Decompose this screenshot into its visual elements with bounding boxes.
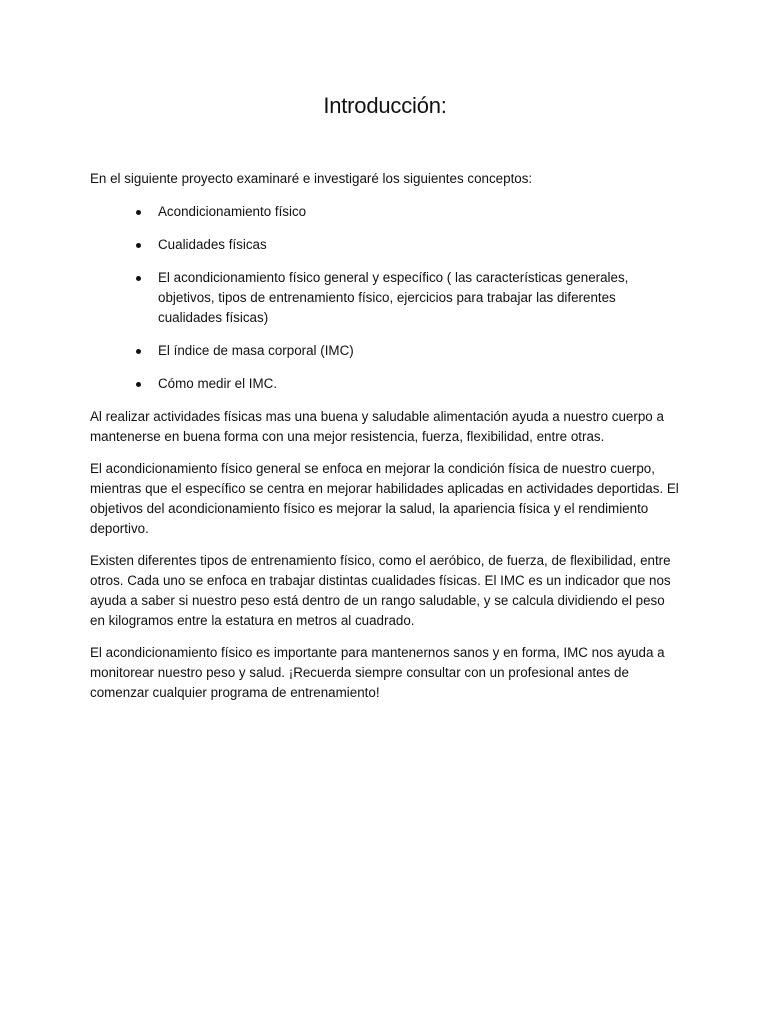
body-paragraph: El acondicionamiento físico general se enfoca en mejorar la condición física de nuestro cuerpo, mientras que el específico se centra en mejorar habilidades aplicadas en actividades deportidas. El objetivos del acondicionamiento físico es mejorar la salud, la apariencia física y el rendimiento deportivo. <box>90 461 679 536</box>
list-item-text: Cualidades físicas <box>158 237 267 252</box>
intro-paragraph: En el siguiente proyecto examinaré e investigaré los siguientes conceptos: <box>90 171 533 186</box>
bullet-icon <box>136 210 141 215</box>
list-item-text: El índice de masa corporal (IMC) <box>158 343 354 358</box>
list-item <box>90 235 680 255</box>
body-paragraph: Al realizar actividades físicas mas una buena y saludable alimentación ayuda a nuestro cuerpo a mantenerse en buena forma con una mejor resistencia, fuerza, flexibilidad, entre otras. <box>90 409 664 444</box>
list-item <box>90 202 680 222</box>
concepts-list <box>90 202 680 394</box>
list-item <box>90 341 680 361</box>
document-body <box>90 169 680 715</box>
bullet-icon <box>136 382 141 387</box>
bullet-icon <box>136 243 141 248</box>
bullet-icon <box>136 276 141 281</box>
list-item <box>90 374 680 394</box>
list-item-text: El acondicionamiento físico general y específico ( las características generales, objetivos, tipos de entrenamiento físico, ejercicios para trabajar las diferentes cualidades físicas) <box>158 270 629 325</box>
list-item-text: Acondicionamiento físico <box>158 204 307 219</box>
list-item <box>90 268 680 328</box>
page-title: Introducción: <box>323 93 447 118</box>
body-paragraph: Existen diferentes tipos de entrenamiento físico, como el aeróbico, de fuerza, de flexibilidad, entre otros. Cada uno se enfoca en trabajar distintas cualidades físicas. El IMC es un indicador que nos ayuda a saber si nuestro peso está dentro de un rango saludable, y se calcula dividiendo el peso en kilogramos entre la estatura en metros al cuadrado. <box>90 553 671 628</box>
list-item-text: Cómo medir el IMC. <box>158 376 278 391</box>
bullet-icon <box>136 349 141 354</box>
body-paragraph: El acondicionamiento físico es importante para mantenernos sanos y en forma, IMC nos ayuda a monitorear nuestro peso y salud. ¡Recuerda siempre consultar con un profesional antes de comenzar cualquier programa de entrenamiento! <box>90 645 665 700</box>
